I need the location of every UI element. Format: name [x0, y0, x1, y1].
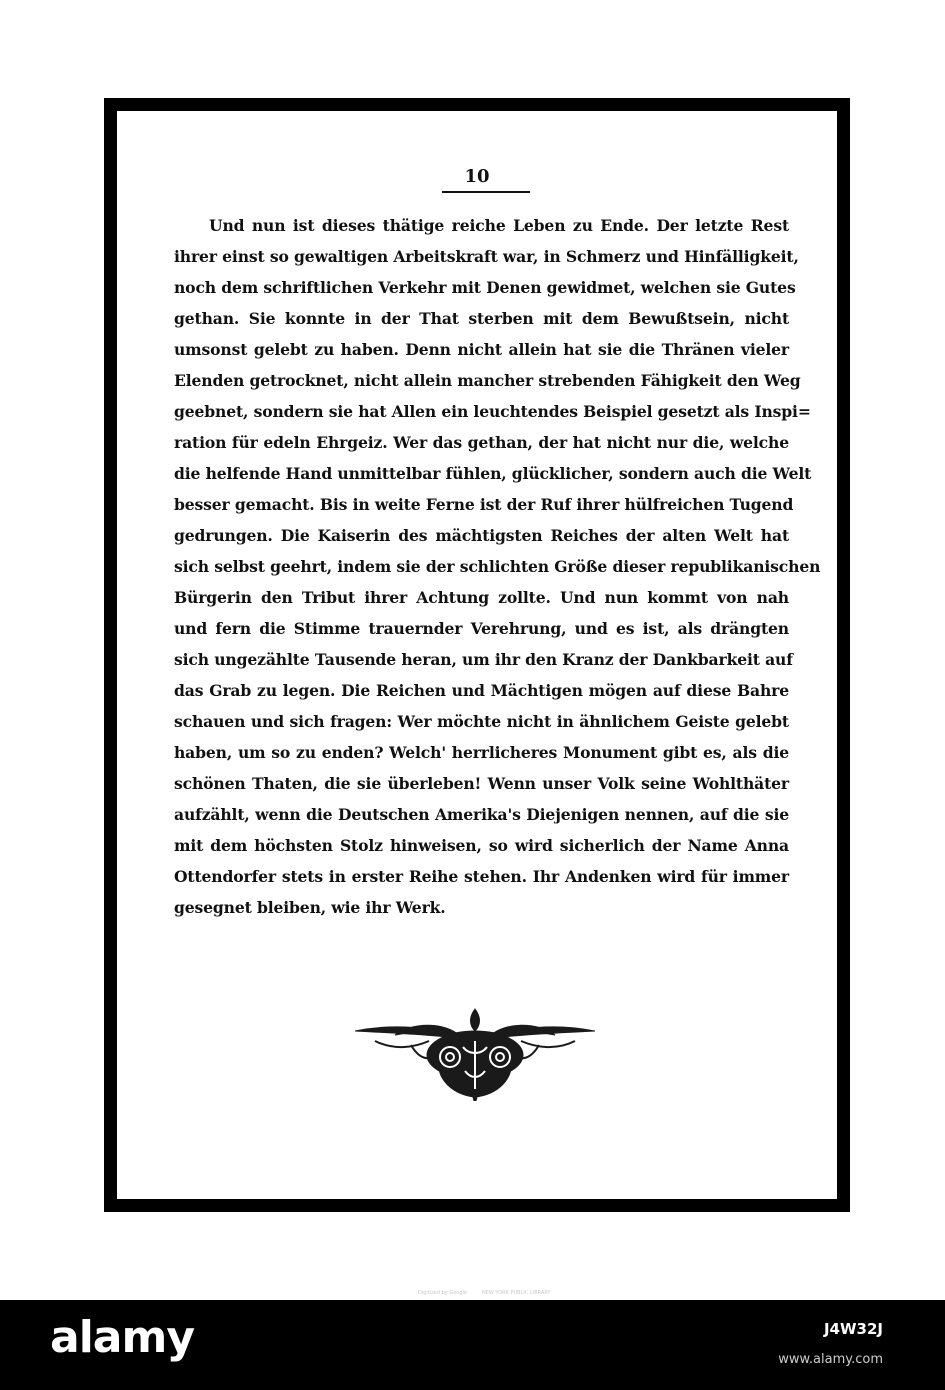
text-line: ihrer einst so gewaltigen Arbeitskraft war, in Schmerz und Hinfälligkeit,	[174, 247, 799, 266]
text-line: haben, um so zu enden? Welch' herrlicheres Monument gibt es, als die	[174, 743, 789, 762]
page-number-rule	[442, 191, 530, 193]
text-line: schönen Thaten, die sie überleben! Wenn unser Volk seine Wohlthäter	[174, 774, 789, 793]
stock-logo: alamy	[50, 1312, 194, 1363]
text-line: noch dem schriftlichen Verkehr mit Denen gewidmet, welchen sie Gutes	[174, 278, 796, 297]
text-line: gethan. Sie konnte in der That sterben mit dem Bewußtsein, nicht	[174, 309, 789, 328]
text-line: Bürgerin den Tribut ihrer Achtung zollte. Und nun kommt von nah	[174, 588, 789, 607]
text-line: umsonst gelebt zu haben. Denn nicht allein hat sie die Thränen vieler	[174, 340, 789, 359]
page-frame	[104, 98, 850, 1212]
text-line: Und nun ist dieses thätige reiche Leben zu Ende. Der letzte Rest	[209, 216, 789, 235]
scan-note: NEW YORK PUBLIC LIBRARY	[482, 1290, 551, 1296]
text-line: sich ungezählte Tausende heran, um ihr den Kranz der Dankbarkeit auf	[174, 650, 793, 669]
text-line: die helfende Hand unmittelbar fühlen, glücklicher, sondern auch die Welt	[174, 464, 812, 483]
text-line: aufzählt, wenn die Deutschen Amerika's Diejenigen nennen, auf die sie	[174, 805, 789, 824]
page-number: 10	[464, 166, 490, 187]
text-line: gesegnet bleiben, wie ihr Werk.	[174, 898, 446, 917]
text-line: sich selbst geehrt, indem sie der schlichten Größe dieser republikanischen	[174, 557, 821, 576]
text-line: schauen und sich fragen: Wer möchte nicht in ähnlichem Geiste gelebt	[174, 712, 789, 731]
ornament-vignette	[355, 1001, 595, 1101]
text-line: mit dem höchsten Stolz hinweisen, so wird sicherlich der Name Anna	[174, 836, 789, 855]
text-line: und fern die Stimme trauernder Verehrung, und es ist, als drängten	[174, 619, 789, 638]
image-id: J4W32J	[823, 1320, 883, 1338]
text-line: besser gemacht. Bis in weite Ferne ist der Ruf ihrer hülfreichen Tugend	[174, 495, 794, 514]
scan-note: Digitized by Google	[418, 1290, 467, 1296]
text-line: das Grab zu legen. Die Reichen und Mächtigen mögen auf diese Bahre	[174, 681, 789, 700]
text-line: ration für edeln Ehrgeiz. Wer das gethan, der hat nicht nur die, welche	[174, 433, 789, 452]
text-line: Ottendorfer stets in erster Reihe stehen. Ihr Andenken wird für immer	[174, 867, 789, 886]
text-line: Elenden getrocknet, nicht allein mancher strebenden Fähigkeit den Weg	[174, 371, 801, 390]
stock-url: www.alamy.com	[778, 1352, 883, 1367]
text-line: geebnet, sondern sie hat Allen ein leuchtendes Beispiel gesetzt als Inspi=	[174, 402, 811, 421]
text-line: gedrungen. Die Kaiserin des mächtigsten Reiches der alten Welt hat	[174, 526, 789, 545]
